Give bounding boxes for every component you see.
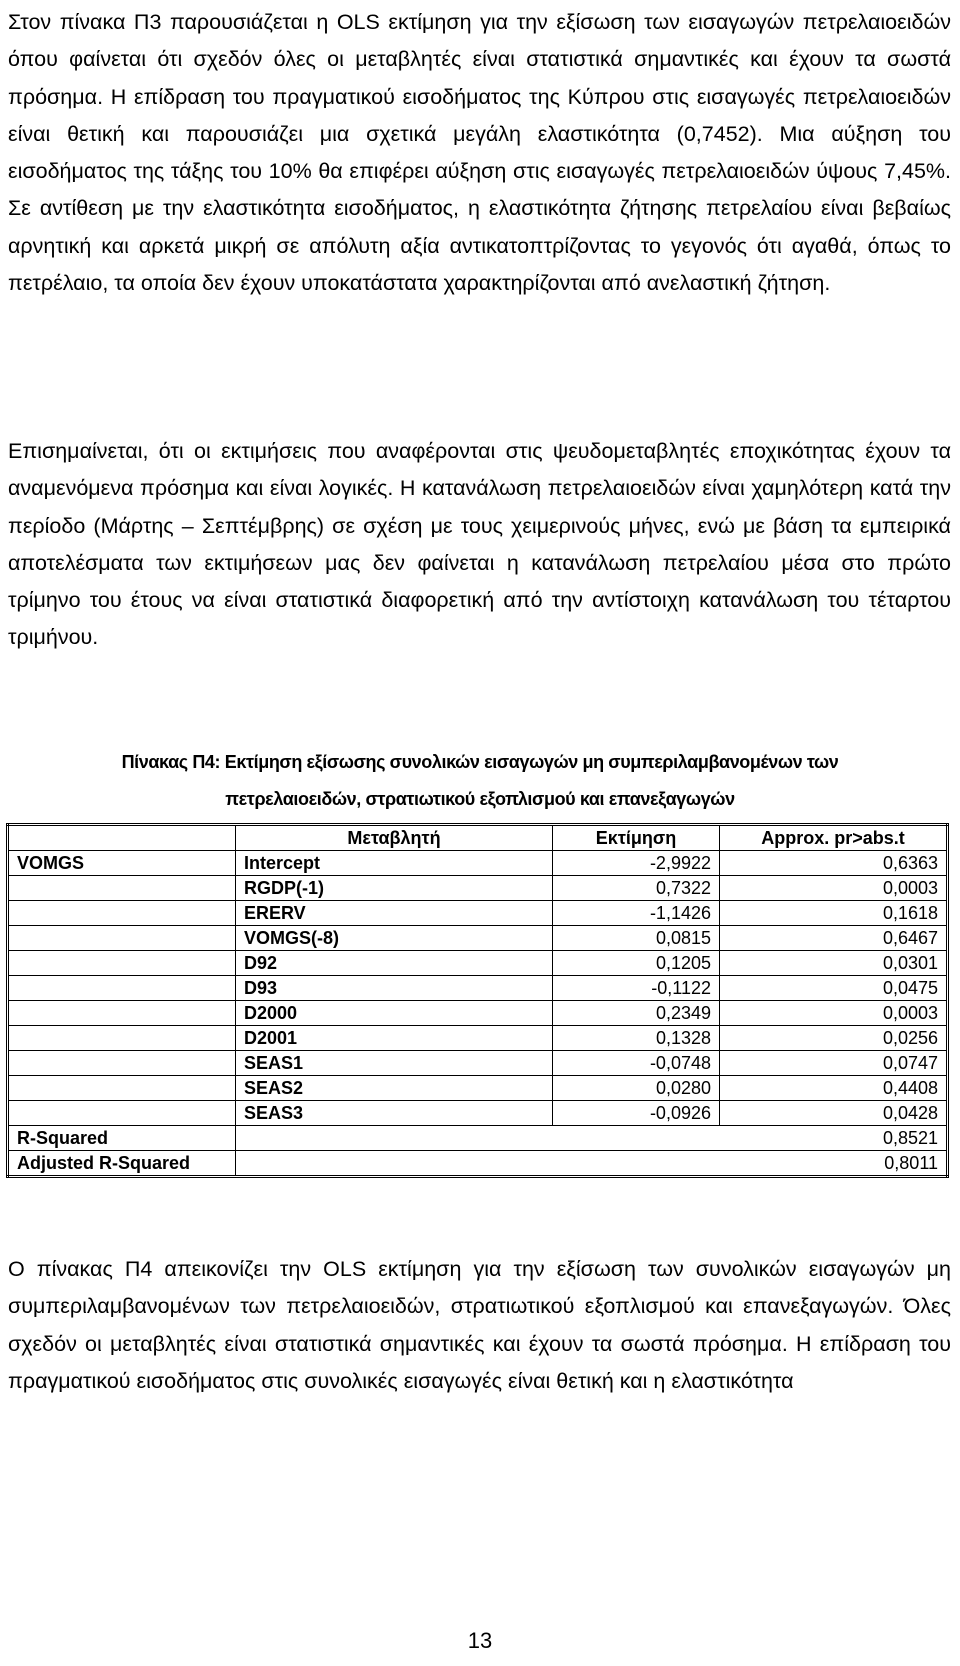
pvalue-cell: 0,0003	[720, 876, 948, 901]
estimate-cell: 0,2349	[553, 1001, 720, 1026]
variable-cell: D2000	[236, 1001, 553, 1026]
stat-row	[8, 1126, 948, 1151]
table-row	[8, 851, 948, 876]
pvalue-cell: 0,0428	[720, 1101, 948, 1126]
estimation-table	[6, 823, 949, 1178]
table-row	[8, 901, 948, 926]
empty-cell	[8, 901, 236, 926]
pvalue-cell: 0,1618	[720, 901, 948, 926]
empty-cell	[8, 1101, 236, 1126]
page-number: 13	[467, 1628, 493, 1653]
table-row	[8, 1026, 948, 1051]
variable-cell: D93	[236, 976, 553, 1001]
estimate-cell: 0,0280	[553, 1076, 720, 1101]
stat-label: Adjusted R-Squared	[8, 1151, 236, 1177]
equation-label: VOMGS	[8, 851, 236, 876]
pvalue-cell: 0,0475	[720, 976, 948, 1001]
estimate-cell: -1,1426	[553, 901, 720, 926]
variable-cell: D92	[236, 951, 553, 976]
pvalue-cell: 0,0747	[720, 1051, 948, 1076]
variable-cell: RGDP(-1)	[236, 876, 553, 901]
pvalue-cell: 0,6467	[720, 926, 948, 951]
pvalue-cell: 0,6363	[720, 851, 948, 876]
table-row	[8, 876, 948, 901]
table-row	[8, 1101, 948, 1126]
table-row	[8, 951, 948, 976]
empty-cell	[8, 1001, 236, 1026]
variable-cell: SEAS2	[236, 1076, 553, 1101]
pvalue-cell: 0,4408	[720, 1076, 948, 1101]
estimate-cell: -0,0926	[553, 1101, 720, 1126]
table-header-row	[8, 825, 948, 851]
stat-value: 0,8521	[236, 1126, 948, 1151]
estimate-cell: 0,1205	[553, 951, 720, 976]
table-row	[8, 926, 948, 951]
header-variable: Μεταβλητή	[236, 825, 553, 851]
variable-cell: D2001	[236, 1026, 553, 1051]
paragraph-2: Επισημαίνεται, ότι οι εκτιμήσεις που αναφέρονται στις ψευδομεταβλητές εποχικότητας έχουν τα αναμενόμενα πρόσημα και είναι λογικές. Η κατανάλωση πετρελαιοειδών είναι χαμηλότερη κατά την περίοδο (Μάρτης – Σεπτέμβρης) σε σχέση με τους χειμερινούς μήνες, ενώ με βάση τα εμπειρικά αποτελέσματα των εκτιμήσεων μας δεν φαίνεται η κατανάλωση πετρελαίου μέσα στο πρώτο τρίμηνο του έτους να είναι στατιστικά διαφορετική από την αντίστοιχη κατανάλωση του τέταρτου τριμήνου.	[8, 439, 951, 650]
paragraph-1: Στον πίνακα Π3 παρουσιάζεται η OLS εκτίμηση για την εξίσωση των εισαγωγών πετρελαιοειδών όπου φαίνεται ότι σχεδόν όλες οι μεταβλητές είναι στατιστικά σημαντικές και έχουν τα σωστά πρόσημα. Η επίδραση του πραγματικού εισοδήματος της Κύπρου στις εισαγωγές πετρελαιοειδών είναι θετική και παρουσιάζει μια σχετικά μεγάλη ελαστικότητα (0,7452). Μια αύξηση του εισοδήματος της τάξης του 10% θα επιφέρει αύξηση στις εισαγωγές πετρελαιοειδών ύψους 7,45%. Σε αντίθεση με την ελαστικότητα εισοδήματος, η ελαστικότητα ζήτησης πετρελαίου είναι βεβαίως αρνητική και αρκετά μικρή σε απόλυτη αξία αντικατοπτρίζοντας το γεγονός ότι αγαθά, όπως το πετρέλαιο, τα οποία δεν έχουν υποκατάστατα χαρακτηρίζονται από ανελαστική ζήτηση.	[8, 10, 951, 296]
paragraph-3: Ο πίνακας Π4 απεικονίζει την OLS εκτίμηση για την εξίσωση των συνολικών εισαγωγών μη συμπεριλαμβανομένων των πετρελαιοειδών, στρατιωτικού εξοπλισμού και επανεξαγωγών. Όλες σχεδόν οι μεταβλητές είναι στατιστικά σημαντικές και έχουν τα σωστά πρόσημα. Η επίδραση του πραγματικού εισοδήματος στις συνολικές εισαγωγές είναι θετική και η ελαστικότητα	[8, 1257, 951, 1393]
estimate-cell: 0,1328	[553, 1026, 720, 1051]
pvalue-cell: 0,0256	[720, 1026, 948, 1051]
variable-cell: SEAS3	[236, 1101, 553, 1126]
empty-cell	[8, 1051, 236, 1076]
empty-cell	[8, 951, 236, 976]
header-pvalue: Approx. pr>abs.t	[720, 825, 948, 851]
variable-cell: SEAS1	[236, 1051, 553, 1076]
estimate-cell: -0,1122	[553, 976, 720, 1001]
empty-cell	[8, 1026, 236, 1051]
pvalue-cell: 0,0301	[720, 951, 948, 976]
empty-cell	[8, 976, 236, 1001]
empty-cell	[8, 876, 236, 901]
header-blank-cell	[8, 825, 236, 851]
table-row	[8, 976, 948, 1001]
estimate-cell: 0,0815	[553, 926, 720, 951]
stat-value: 0,8011	[236, 1151, 948, 1177]
table-row	[8, 1076, 948, 1101]
estimate-cell: -2,9922	[553, 851, 720, 876]
estimate-cell: -0,0748	[553, 1051, 720, 1076]
pvalue-cell: 0,0003	[720, 1001, 948, 1026]
table-caption-line-2: πετρελαιοειδών, στρατιωτικού εξοπλισμού και επανεξαγωγών	[225, 789, 735, 809]
variable-cell: ERERV	[236, 901, 553, 926]
estimate-cell: 0,7322	[553, 876, 720, 901]
table-caption-line-1: Πίνακας Π4: Εκτίμηση εξίσωσης συνολικών εισαγωγών μη συμπεριλαμβανομένων των	[121, 752, 839, 772]
table-caption	[0, 744, 960, 818]
table-body	[8, 851, 948, 1177]
empty-cell	[8, 926, 236, 951]
variable-cell: Intercept	[236, 851, 553, 876]
variable-cell: VOMGS(-8)	[236, 926, 553, 951]
table-row	[8, 1051, 948, 1076]
header-estimate: Εκτίμηση	[553, 825, 720, 851]
stat-row	[8, 1151, 948, 1177]
table-row	[8, 1001, 948, 1026]
empty-cell	[8, 1076, 236, 1101]
stat-label: R-Squared	[8, 1126, 236, 1151]
